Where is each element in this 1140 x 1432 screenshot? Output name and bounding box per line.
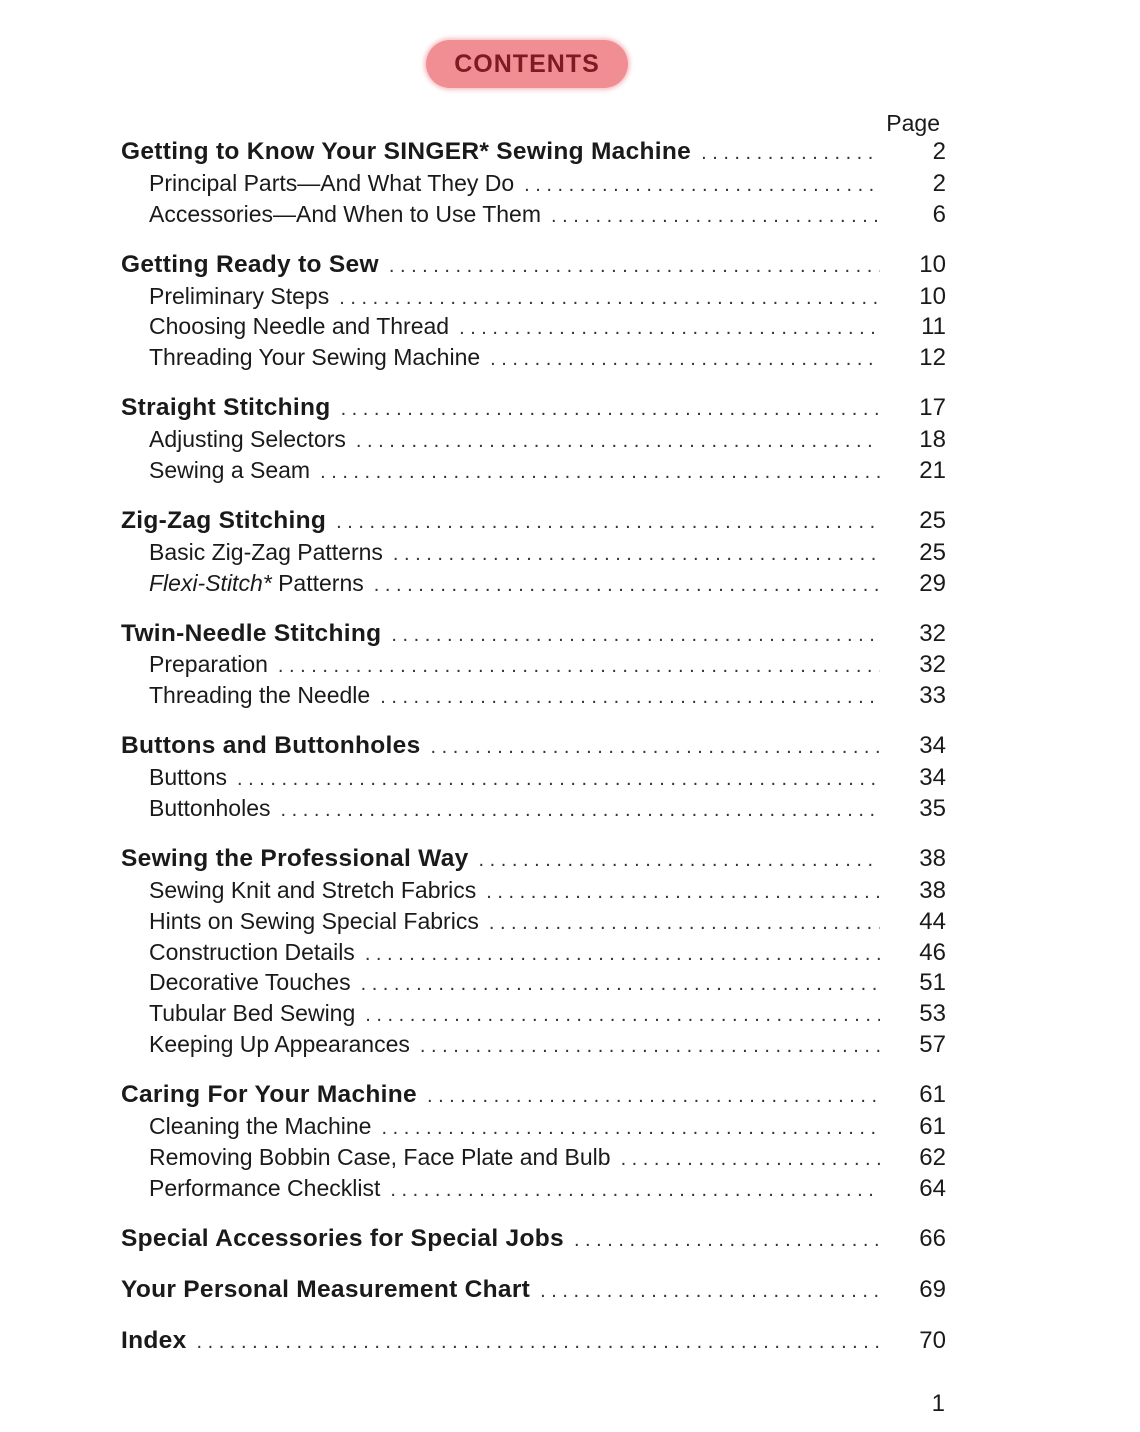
toc-entry-label [121,199,551,230]
contents-title: CONTENTS [454,49,600,78]
toc-entry-label-italic: Flexi-Stitch* [149,569,272,596]
toc-page-number: 18 [919,426,946,454]
toc-section-title: Caring For Your Machine [121,1081,417,1109]
toc-page-number: 69 [919,1275,946,1303]
toc-entry-label-text: Construction Details [149,938,355,965]
dot-leader [393,539,880,570]
dot-leader [374,570,880,601]
toc-page-number: 38 [919,876,946,904]
toc-page-number: 32 [919,651,946,679]
toc-section-title: Zig-Zag Stitching [121,506,327,534]
toc-section-heading[interactable] [121,731,946,762]
toc-entry[interactable] [121,168,946,199]
toc-entry-label-text: Performance Checklist [149,1174,381,1201]
toc-section [121,137,946,230]
toc-page-number: 38 [919,844,946,872]
toc-page-number: 25 [919,506,946,534]
toc-page-number: 32 [919,619,946,647]
toc-section-title: Sewing the Professional Way [121,844,469,872]
toc-section [121,844,946,1060]
toc-page-number: 44 [919,907,946,935]
toc-section-title: Twin-Needle Stitching [121,619,382,647]
toc-entry-label [121,168,524,199]
dot-leader [197,1327,881,1358]
toc-page-number: 17 [919,394,946,422]
toc-entry-label-text: Removing Bobbin Case, Face Plate and Bulb [149,1143,611,1170]
dot-leader [574,1225,880,1256]
toc-entry[interactable] [121,424,946,455]
toc-entry-label [121,1029,420,1060]
dot-leader [278,651,880,682]
toc-entry[interactable] [121,455,946,486]
toc-entry-label-text: Preliminary Steps [149,282,330,309]
toc-entry[interactable] [121,199,946,230]
toc-entry-label [121,793,280,824]
dot-leader [361,969,880,1000]
toc-section-title: Index [121,1326,187,1354]
toc-section-heading[interactable] [121,1326,946,1357]
dot-leader [339,283,880,314]
toc-page-number: 66 [919,1224,946,1252]
toc-entry[interactable] [121,937,946,968]
toc-section-heading[interactable] [121,619,946,650]
toc-page-number: 64 [919,1174,946,1202]
toc-section [121,731,946,824]
toc-section-heading[interactable] [121,1224,946,1255]
toc-entry[interactable] [121,537,946,568]
toc-entry[interactable] [121,1173,946,1204]
toc-section [121,393,946,486]
dot-leader [381,1113,880,1144]
toc-entry-label-text: Threading Your Sewing Machine [149,344,481,371]
toc-section-heading[interactable] [121,506,946,537]
toc-section [121,1275,946,1306]
toc-section-heading[interactable] [121,844,946,875]
toc-page-number: 10 [919,250,946,278]
toc-entry-label-text: Preparation [149,651,268,678]
toc-entry-label [121,342,490,373]
dot-leader [489,908,880,939]
toc-entry[interactable] [121,649,946,680]
dot-leader [341,394,880,425]
dot-leader [420,1031,880,1062]
toc-entry-label-text: Basic Zig-Zag Patterns [149,538,383,565]
toc-page-number: 62 [919,1143,946,1171]
toc-entry-label [121,998,365,1029]
dot-leader [479,845,880,876]
table-of-contents [121,137,946,1356]
toc-page-number: 57 [919,1031,946,1059]
toc-entry-label-text: Tubular Bed Sewing [149,1000,356,1027]
toc-entry-label [121,762,237,793]
toc-entry-label-text: Hints on Sewing Special Fabrics [149,907,479,934]
dot-leader [280,795,880,826]
toc-entry[interactable] [121,680,946,711]
toc-section [121,506,946,599]
toc-page-number: 53 [919,1000,946,1028]
toc-section-heading[interactable] [121,1080,946,1111]
toc-entry-label-text: Sewing a Seam [149,457,311,484]
toc-entry-label [121,455,320,486]
dot-leader [427,1081,880,1112]
toc-entry-label-text: Keeping Up Appearances [149,1031,410,1058]
toc-section-title: Getting to Know Your SINGER* Sewing Machine [121,138,692,165]
toc-page-number: 6 [932,200,946,228]
toc-page-number: 33 [919,682,946,710]
toc-page-number: 35 [919,795,946,823]
toc-section-title: Special Accessories for Special Jobs [121,1224,564,1252]
toc-entry-label [121,424,356,455]
toc-section [121,250,946,374]
toc-entry[interactable] [121,793,946,824]
toc-entry-label-text: Accessories—And When to Use Them [149,200,542,227]
dot-leader [431,732,880,763]
toc-entry-label-text: Buttons [149,764,227,791]
toc-entry-label [121,1111,381,1142]
toc-page-number: 25 [919,538,946,566]
toc-page-number: 21 [919,457,946,485]
toc-section [121,1326,946,1357]
toc-entry-label [121,649,278,680]
dot-leader [336,507,880,538]
toc-entry-label [121,537,393,568]
dot-leader [701,138,880,169]
toc-entry-label-text: Buttonholes [149,795,271,822]
toc-entry-label-text: Adjusting Selectors [149,426,346,453]
toc-entry-label [121,967,361,998]
dot-leader [621,1144,880,1175]
toc-section [121,1224,946,1255]
toc-entry-label [121,937,365,968]
dot-leader [551,201,880,232]
toc-entry-label-text: Principal Parts—And What They Do [149,169,515,196]
toc-page-number: 10 [919,282,946,310]
footer-page-number: 1 [931,1390,945,1417]
dot-leader [540,1276,880,1307]
toc-entry[interactable] [121,1142,946,1173]
toc-entry[interactable] [121,906,946,937]
toc-section-title: Your Personal Measurement Chart [121,1275,531,1303]
toc-section [121,1080,946,1204]
toc-entry[interactable] [121,875,946,906]
toc-entry[interactable] [121,281,946,312]
toc-entry-label-text: Choosing Needle and Thread [149,313,450,340]
dot-leader [320,457,880,488]
toc-page-number: 70 [919,1326,946,1354]
toc-page-number: 11 [921,313,946,341]
toc-page-number: 46 [919,938,946,966]
toc-page-number: 51 [919,969,946,997]
toc-entry-label-text: Decorative Touches [149,969,351,996]
toc-section-heading[interactable] [121,137,946,168]
dot-leader [356,426,880,457]
toc-page-number: 61 [919,1113,946,1141]
toc-entry[interactable] [121,1111,946,1142]
toc-page-number: 29 [919,569,946,597]
dot-leader [391,620,880,651]
toc-entry[interactable] [121,1029,946,1060]
page-column-header: Page [886,110,940,136]
dot-leader [365,939,880,970]
dot-leader [389,251,880,282]
dot-leader [524,170,880,201]
dot-leader [390,1175,880,1206]
toc-section-title: Getting Ready to Sew [121,250,379,278]
toc-page-number: 61 [919,1081,946,1109]
toc-entry[interactable] [121,998,946,1029]
toc-entry-label-text: Cleaning the Machine [149,1113,372,1140]
dot-leader [380,682,880,713]
toc-entry[interactable] [121,311,946,342]
toc-section-heading[interactable] [121,250,946,281]
toc-page-number: 34 [919,764,946,792]
toc-entry-label [121,1173,390,1204]
dot-leader [365,1000,880,1031]
toc-entry-label [121,281,339,312]
toc-page-number: 12 [919,344,946,372]
toc-section-heading[interactable] [121,393,946,424]
toc-entry-label-text: Patterns [271,569,364,596]
toc-section-title: Straight Stitching [121,394,331,422]
toc-entry-label [121,311,459,342]
toc-section-title: Buttons and Buttonholes [121,732,421,760]
toc-page-number: 2 [932,138,946,165]
dot-leader [237,764,880,795]
toc-entry-label [121,906,489,937]
toc-entry[interactable] [121,762,946,793]
toc-entry-label-text: Sewing Knit and Stretch Fabrics [149,876,477,903]
toc-entry[interactable] [121,568,946,599]
dot-leader [490,344,880,375]
toc-entry-label [121,680,380,711]
toc-entry-label-text: Threading the Needle [149,682,371,709]
dot-leader [459,313,880,344]
toc-entry-label [121,1142,621,1173]
dot-leader [486,877,880,908]
toc-entry[interactable] [121,967,946,998]
toc-entry-label [121,568,374,599]
toc-section [121,619,946,712]
toc-entry-label [121,875,486,906]
toc-section-heading[interactable] [121,1275,946,1306]
toc-entry[interactable] [121,342,946,373]
contents-title-badge [426,40,628,88]
toc-page-number: 34 [919,732,946,760]
toc-page-number: 2 [932,169,946,197]
